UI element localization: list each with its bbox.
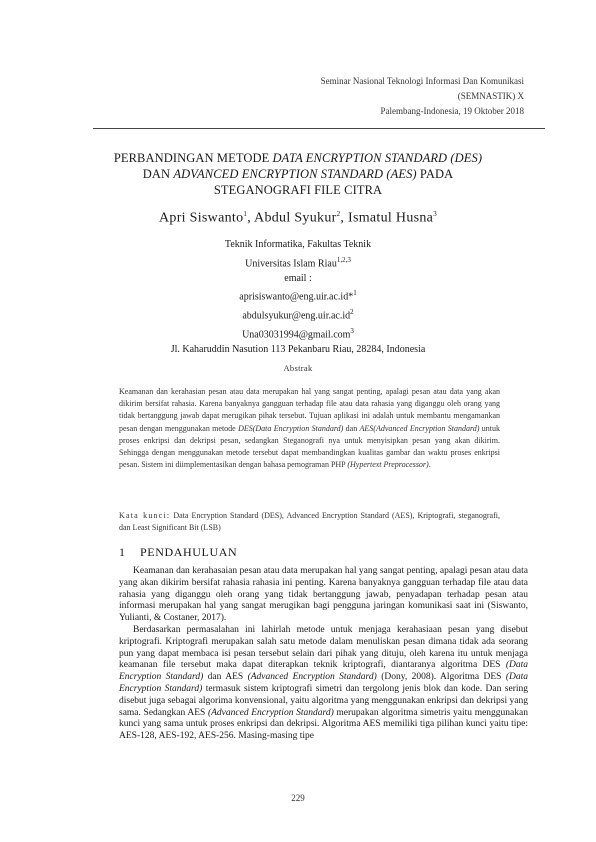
keywords-text: Data Encryption Standard (DES), Advanced Encryption Standard (AES), Kriptografi, steganografi, dan Least Significant Bit (LSB) xyxy=(119,511,500,533)
postal-address: Jl. Kaharuddin Nasution 113 Pekanbaru Riau, 28284, Indonesia xyxy=(170,343,426,355)
author-name: Apri Siswanto xyxy=(158,210,244,226)
abstract-heading: Abstrak xyxy=(283,363,313,373)
conference-edition: (SEMNASTIK) X xyxy=(457,91,524,101)
email-address: aprisiswanto@eng.uir.ac.id*$^1$ xyxy=(239,289,357,303)
abstract-text: Keamanan dan kerahasian pesan atau data merupakan hal yang sangat penting, apalagi pesan atau data yang akan dikirim bersifat rahasia. Karena banyaknya gangguan terhadap file atau data rahasia yang diganggu oleh orang yang tidak bertanggung jawab dapat merugikan pihak tersebut. Tujuan aplikasi ini adalah untuk membantu mengamankan pesan dengan menggunakan metode DES(Data Encryption Standard) dan AES(Advanced Encryption Standard) untuk proses enkripsi dan dekripsi pesan, sedangkan Steganografi nya untuk menyisipkan pesan yang akan dikirim. Sehingga dengan menggunakan metode tersebut dapat membandingkan kualitas gambar dan waktu proses enkripsi pesan. Sistem ini diimplementasikan dengan bahasa pemograman PHP (Hypertext Preprocessor). xyxy=(119,387,500,470)
paper-title xyxy=(60,150,536,198)
keywords-label: Kata kunci: xyxy=(119,511,171,520)
author-name: Abdul Syukur xyxy=(254,210,337,226)
title-line-2: DAN ADVANCED ENCRYPTION STANDARD (AES) PADA xyxy=(142,167,454,181)
conference-name: Seminar Nasional Teknologi Informasi Dan Komunikasi xyxy=(320,76,524,86)
section-heading xyxy=(119,545,237,560)
affiliation-block xyxy=(60,238,536,357)
paragraph: Keamanan dan kerahasaian pesan atau data merupakan hal yang sangat penting, apalagi pesan atau data yang akan dikirim bersifat rahasia rahasia ini penting. Karena banyaknya gangguan terhadap file atau data rahasia yang diganggu oleh orang yang tidak bertanggung jawab, penyadapan terhadap pesan atau informasi merupakan hal yang sangat merugikan bagi pengguna jaringan komunikasi saat ini (Siswanto, Yulianti, & Costaner, 2017). xyxy=(119,566,528,624)
body-text xyxy=(119,566,528,743)
email-address: $abdulsyukur@eng.uir.ac.id^2$ xyxy=(242,308,354,322)
keywords xyxy=(119,510,500,534)
section-number: 1 xyxy=(119,545,126,559)
section-title: PENDAHULUAN xyxy=(140,545,238,559)
department: Teknik Informatika, Fakultas Teknik xyxy=(224,239,372,250)
page-number: 229 xyxy=(291,793,305,803)
conference-place-date: Palembang-Indonesia, 19 Oktober 2018 xyxy=(380,106,524,116)
author-list: Apri Siswanto$^1$, Abdul Syukur$^2$, Ismatul Husna$^3$ xyxy=(158,210,437,226)
author-name: Ismatul Husna xyxy=(348,210,434,226)
title-line-3: STEGANOGRAFI FILE CITRA xyxy=(213,183,383,197)
header-rule xyxy=(93,128,545,129)
university: Universitas Islam Riau$^{1,2,3}$ xyxy=(245,255,351,269)
title-line-1: PERBANDINGAN METODE DATA ENCRYPTION STANDARD (DES) xyxy=(113,151,483,165)
conference-header xyxy=(321,74,524,119)
email-label: email : xyxy=(284,272,312,284)
email-address: Una03031994@gmail.com$^3$ xyxy=(242,326,354,341)
paragraph: Berdasarkan permasalahan ini lahirlah metode untuk menjaga kerahasiaan pesan yang disebut kriptografi. Kriptografi merupakan salah satu metode dalam menuliskan pesan dimana tidak ada seorang pun yang dapat membaca isi pesan tersebut selain dari pihak yang dituju, oleh karena itu untuk menjaga keamanan file tersebut maka dapat diterapkan teknik kriptografi, diantaranya algoritma DES (Data Encryption Standard) dan AES (Advanced Encryption Standard) (Dony, 2008). Algoritma DES (Data Encryption Standard) termasuk sistem kriptografi simetri dan tergolong jenis blok dan kode. Dan sering disebut juga sebagai algorima konvensional, yaitu algoritma yang menggunakan enkripsi dan dekripsi yang sama. Sedangkan AES (Advanced Encryption Standard) merupakan algoritma simetris yaitu menggunakan kunci yang sama untuk proses enkripsi dan dekripsi. Algoritma AES memiliki tiga pilihan kunci yaitu tipe: AES-128, AES-192, AES-256. Masing-masing tipe xyxy=(119,624,529,742)
